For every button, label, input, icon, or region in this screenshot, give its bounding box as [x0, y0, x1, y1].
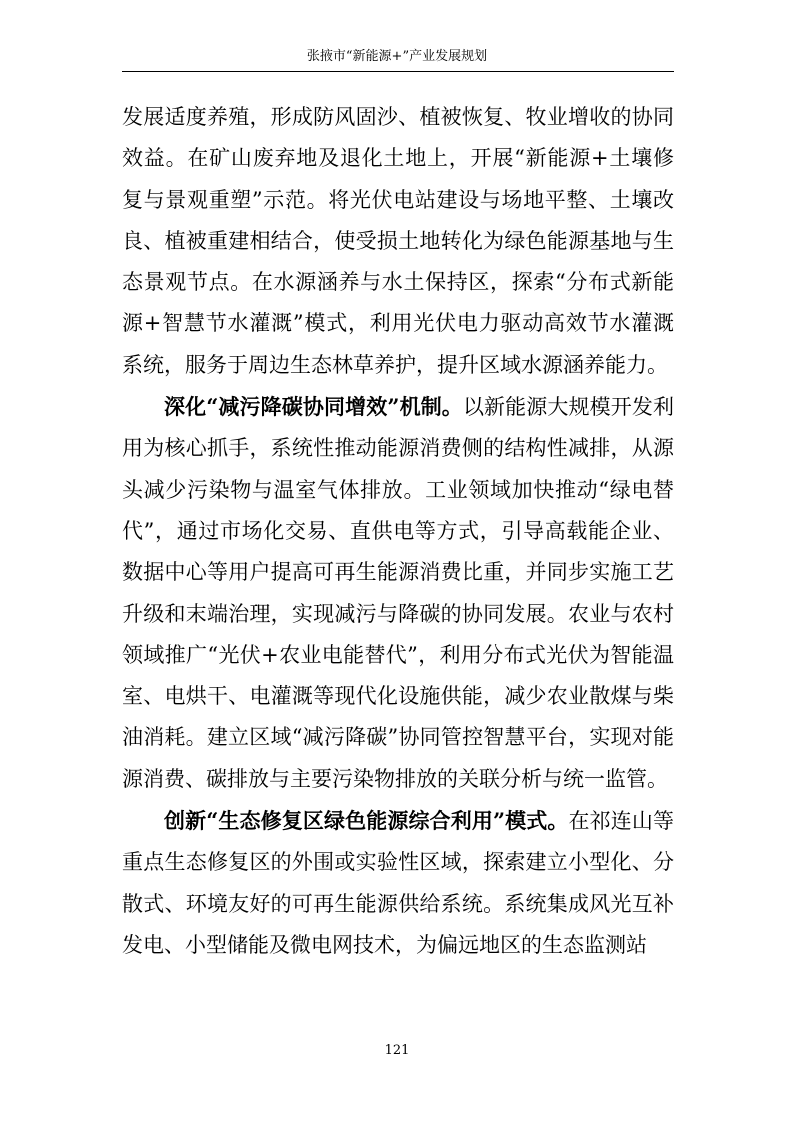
paragraph-pollution-carbon: [122, 386, 674, 800]
document-body: [122, 97, 674, 966]
paragraph-text: 在祁连山等重点生态修复区的外围或实验性区域，探索建立小型化、分散式、环境友好的可再生能源供给系统。系统集成风光互补发电、小型储能及微电网技术，为偏远地区的生态监测站: [122, 809, 674, 957]
paragraph-continuation: [122, 97, 674, 386]
page-number: 121: [384, 1043, 410, 1058]
paragraph-ecological-restoration: [122, 800, 674, 966]
header-title: 张掖市“新能源+”产业发展规划: [306, 49, 488, 64]
paragraph-heading: 深化“减污降碳协同增效”机制。: [164, 394, 463, 420]
header-divider: [122, 71, 674, 72]
paragraph-text: 以新能源大规模开发利用为核心抓手，系统性推动能源消费侧的结构性减排，从源头减少污染物与温室气体排放。工业领域加快推动“绿电替代”，通过市场化交易、直供电等方式，引导高载能企业、数据中心等用户提高可再生能源消费比重，并同步实施工艺升级和末端治理，实现减污与降碳的协同发展。农业与农村领域推广“光伏+农业电能替代”，利用分布式光伏为智能温室、电烘干、电灌溉等现代化设施供能，减少农业散煤与柴油消耗。建立区域“减污降碳”协同管控智慧平台，实现对能源消费、碳排放与主要污染物排放的关联分析与统一监管。: [122, 395, 674, 791]
paragraph-text: 发展适度养殖，形成防风固沙、植被恢复、牧业增收的协同效益。在矿山废弃地及退化土地上，开展“新能源+土壤修复与景观重塑”示范。将光伏电站建设与场地平整、土壤改良、植被重建相结合，使受损土地转化为绿色能源基地与生态景观节点。在水源涵养与水土保持区，探索“分布式新能源+智慧节水灌溉”模式，利用光伏电力驱动高效节水灌溉系统，服务于周边生态林草养护，提升区域水源涵养能力。: [122, 105, 674, 377]
paragraph-heading: 创新“生态修复区绿色能源综合利用”模式。: [164, 808, 569, 834]
